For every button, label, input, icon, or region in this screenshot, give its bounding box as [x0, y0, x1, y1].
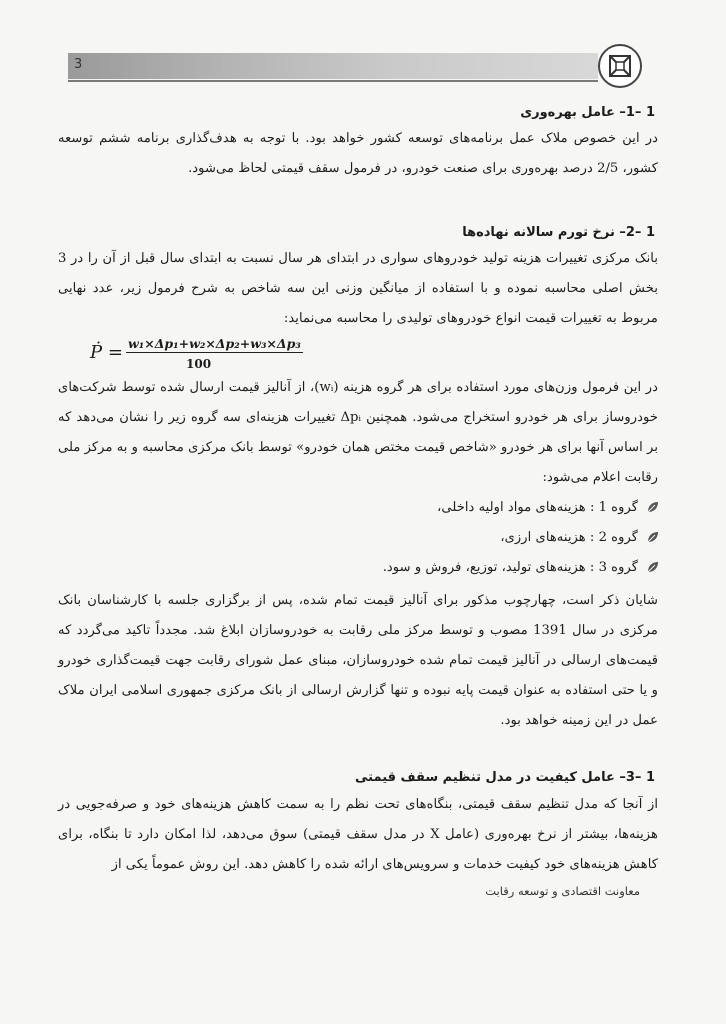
paragraph: بانک مرکزی تغییرات هزینه تولید خودروهای سواری در ابتدای هر سال نسبت به ابتدای سال قبل از آن را در 3 بخش اصلی محاسبه نموده و با استفاده از میانگین وزنی این سه شاخص به شرح فرمول زیر، عدد نهایی مربوط به تغییرات قیمت انواع خودروهای تولیدی را محاسبه می‌نماید:: [58, 251, 658, 326]
section-heading-quality: 1 –3– عامل کیفیت در مدل تنظیم سقف قیمتی: [355, 770, 655, 785]
paragraph: شایان ذکر است، چهارچوب مذکور برای آنالیز قیمت تمام شده، پس از برگزاری جلسه با کارشناسان بانک مرکزی در سال 1391 مصوب و توسط مرکز ملی رقابت به خودروسازان ابلاغ شد. مجدداً تاکید می‌گردد که قیمت‌های ارسالی در آنالیز قیمت تمام شده خودروسازان، مبنای عمل شورای رقابت جهت قیمت‌گذاری خودرو و یا حتی استفاده به عنوان قیمت پایه نبوده و تنها گزارش ارسالی از بانک مرکزی جمهوری اسلامی ایران ملاک عمل در این زمینه خواهد بود.: [58, 593, 658, 728]
formula-numerator: w₁×Δp₁+w₂×Δp₂+w₃×Δp₃: [128, 336, 301, 351]
page-footer: معاونت اقتصادی و توسعه رقابت: [485, 884, 640, 898]
leaf-bullet-icon: [646, 500, 660, 514]
cost-group-list: [260, 492, 660, 582]
list-item: [260, 522, 660, 552]
section-quality-body: [58, 790, 658, 880]
page-number: 3: [74, 57, 83, 72]
section-inflation-intro: [58, 244, 658, 334]
list-item-text: گروه 3 : هزینه‌های تولید، توزیع، فروش و سود.: [382, 559, 638, 575]
section-heading-productivity: 1 –1– عامل بهره‌وری: [520, 105, 655, 120]
header-band: [68, 53, 598, 79]
leaf-bullet-icon: [646, 530, 660, 544]
paragraph: از آنجا که مدل تنظیم سقف قیمتی، بنگاه‌های تحت نظم را به سمت کاهش هزینه‌های خود و صرفه‌جویی در هزینه‌ها، بیشتر از نرخ بهره‌وری (عامل X در مدل سقف قیمتی) سوق می‌دهد، لذا امکان دارد تا بنگاه، برای کاهش هزینه‌های خود کیفیت خدمات و سرویس‌های ارائه شده را کاهش دهد. این روش عموماً یکی از: [58, 797, 658, 872]
section-heading-inflation: 1 –2– نرخ تورم سالانه نهاده‌ها: [462, 225, 655, 240]
paragraph: در این فرمول وزن‌های مورد استفاده برای هر گروه هزینه (wᵢ)، از آنالیز قیمت ارسال شده توسط شرکت‌های خودروساز برای هر خودرو استخراج می‌شود. همچنین Δpᵢ تغییرات هزینه‌ای سه گروه زیر را نشان می‌دهد که بر اساس آنها برای هر خودرو «شاخص قیمت مختص همان خودرو» توسط بانک مرکزی محاسبه و به مرکز ملی رقابت اعلام می‌شود:: [58, 380, 658, 485]
price-change-formula: [90, 336, 301, 376]
list-item-text: گروه 1 : هزینه‌های مواد اولیه داخلی،: [437, 499, 638, 515]
section-productivity-body: [58, 124, 658, 184]
list-item-text: گروه 2 : هزینه‌های ارزی،: [500, 529, 638, 545]
section-inflation-body: [58, 373, 658, 493]
formula-lhs: Ṗ =: [90, 342, 123, 363]
list-item: [260, 492, 660, 522]
paragraph: در این خصوص ملاک عمل برنامه‌های توسعه کشور خواهد بود. با توجه به هدف‌گذاری برنامه ششم توسعه کشور، 2/5 درصد بهره‌وری برای صنعت خودرو، در فرمول سقف قیمتی لحاظ می‌شود.: [58, 131, 658, 176]
logo-icon: [598, 44, 642, 88]
leaf-bullet-icon: [646, 560, 660, 574]
formula-denominator: 100: [186, 357, 212, 371]
section-inflation-closing: [58, 586, 658, 736]
list-item: [260, 552, 660, 582]
